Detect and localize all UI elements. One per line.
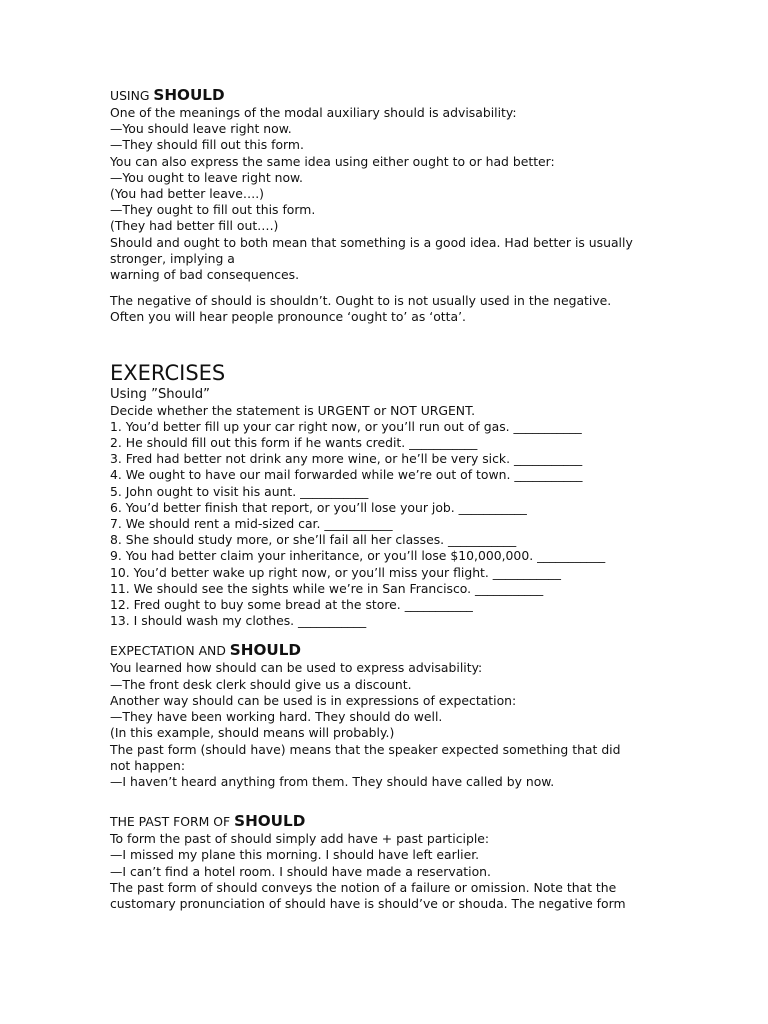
- text-line: Should and ought to both mean that something is a good idea. Had better is usually: [110, 234, 633, 250]
- exercise-item: 12. Fred ought to buy some bread at the store. ___________: [110, 597, 473, 613]
- heading-expectation: [110, 641, 750, 660]
- text-line: stronger, implying a: [110, 250, 235, 266]
- paragraph-gap: [110, 283, 750, 293]
- text-line: —I missed my plane this morning. I should have left earlier.: [110, 847, 480, 863]
- text-line: —You ought to leave right now.: [110, 169, 303, 185]
- text-line: —I can’t find a hotel room. I should have made a reservation.: [110, 863, 491, 879]
- exercise-item: 4. We ought to have our mail forwarded while we’re out of town. ___________: [110, 467, 583, 483]
- text-line: —You should leave right now.: [110, 121, 292, 137]
- heading-past-form: [110, 812, 750, 831]
- exercises-title: EXERCISES: [110, 360, 226, 385]
- text-line: One of the meanings of the modal auxiliary should is advisability:: [110, 105, 517, 120]
- section-past-form: [110, 812, 750, 912]
- text-line: The past form of should conveys the notion of a failure or omission. Note that the: [110, 879, 617, 895]
- text-line: —I haven’t heard anything from them. They should have called by now.: [110, 773, 555, 789]
- text-line: To form the past of should simply add have + past participle:: [110, 831, 490, 847]
- heading-big-text: SHOULD: [234, 812, 306, 831]
- text-line: —They should fill out this form.: [110, 137, 304, 153]
- text-line: (In this example, should means will probably.): [110, 725, 395, 741]
- exercise-item: 2. He should fill out this form if he wants credit. ___________: [110, 435, 478, 451]
- exercise-item: 3. Fred had better not drink any more wine, or he’ll be very sick. ___________: [110, 451, 583, 467]
- text-line: You can also express the same idea using either ought to or had better:: [110, 153, 555, 169]
- document-content: [110, 86, 750, 912]
- text-line: The negative of should is shouldn’t. Ought to is not usually used in the negative.: [110, 293, 612, 309]
- exercises-instruction: Decide whether the statement is URGENT or NOT URGENT.: [110, 402, 476, 418]
- heading-small-text: EXPECTATION AND: [110, 643, 230, 659]
- text-line: —They ought to fill out this form.: [110, 202, 316, 218]
- exercise-item: 5. John ought to visit his aunt. ___________: [110, 483, 369, 499]
- text-line: customary pronunciation of should have is should’ve or shouda. The negative form: [110, 895, 626, 911]
- text-line: Another way should can be used is in expressions of expectation:: [110, 692, 517, 708]
- text-line: (You had better leave….): [110, 186, 265, 202]
- exercises-subtitle: Using ”Should”: [110, 386, 210, 402]
- exercise-item: 13. I should wash my clothes. ___________: [110, 613, 367, 629]
- text-line: —The front desk clerk should give us a discount.: [110, 676, 412, 692]
- text-line: not happen:: [110, 757, 186, 773]
- heading-using-should: [110, 86, 750, 105]
- section-using-should: [110, 86, 750, 326]
- heading-big-text: SHOULD: [229, 641, 301, 660]
- exercise-item: 6. You’d better finish that report, or you’ll lose your job. ___________: [110, 499, 527, 515]
- text-line: (They had better fill out….): [110, 218, 279, 234]
- section-exercises: [110, 360, 750, 630]
- text-line: Often you will hear people pronounce ‘ought to’ as ‘otta’.: [110, 309, 466, 325]
- text-line: You learned how should can be used to express advisability:: [110, 660, 483, 676]
- text-line: warning of bad consequences.: [110, 267, 300, 283]
- heading-small-text: THE PAST FORM OF: [110, 814, 235, 830]
- exercise-item: 10. You’d better wake up right now, or you’ll miss your flight. ___________: [110, 564, 561, 580]
- text-line: The past form (should have) means that the speaker expected something that did: [110, 741, 621, 757]
- exercise-item: 1. You’d better fill up your car right now, or you’ll run out of gas. ___________: [110, 418, 582, 434]
- exercise-item: 8. She should study more, or she’ll fail all her classes. ___________: [110, 532, 517, 548]
- section-expectation: [110, 641, 750, 790]
- heading-big-text: SHOULD: [153, 86, 225, 104]
- text-line: —They have been working hard. They should do well.: [110, 709, 443, 725]
- exercise-item: 11. We should see the sights while we’re in San Francisco. ___________: [110, 580, 544, 596]
- exercise-item: 9. You had better claim your inheritance, or you’ll lose $10,000,000. ___________: [110, 548, 606, 564]
- exercise-item: 7. We should rent a mid-sized car. ___________: [110, 516, 393, 532]
- heading-small-text: USING: [110, 88, 154, 103]
